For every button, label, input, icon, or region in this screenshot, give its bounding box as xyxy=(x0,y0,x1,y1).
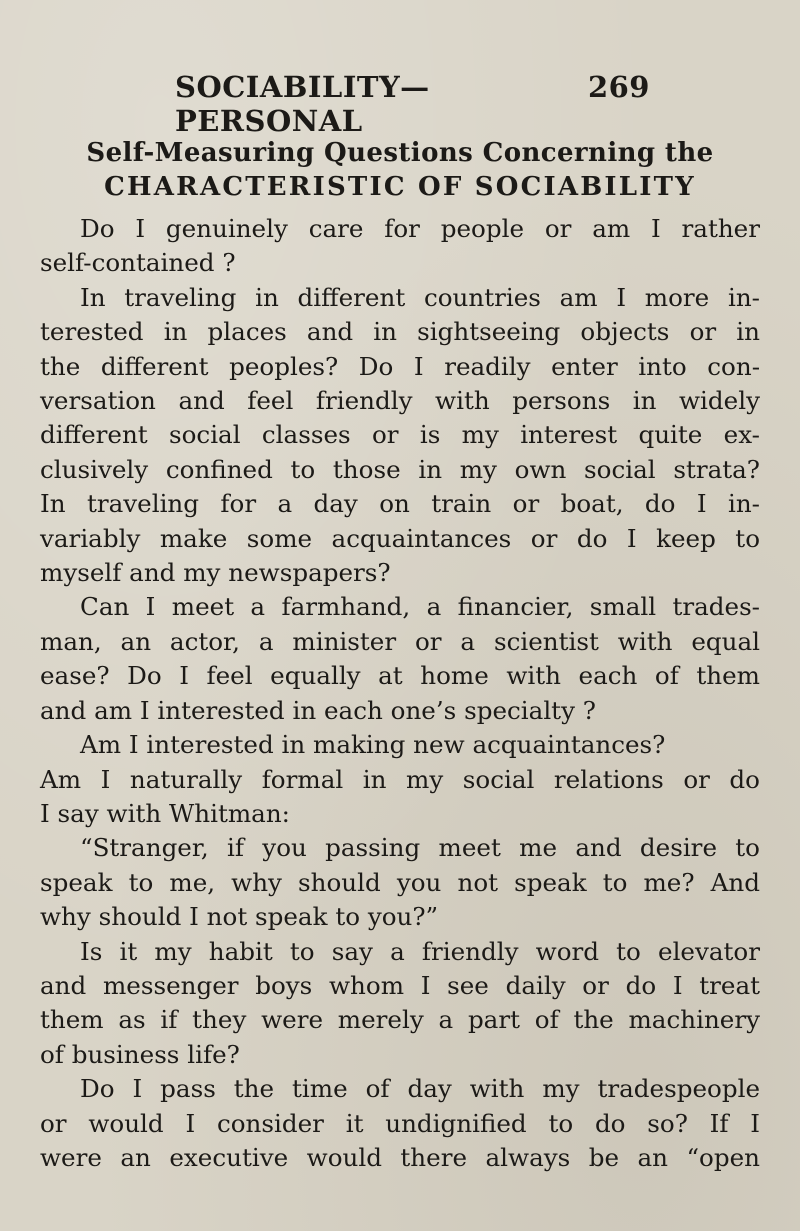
text-line: why should I not speak to you?” xyxy=(40,902,439,932)
text-line: I say with Whitman: xyxy=(40,798,290,828)
text-line: ease? Do I feel equally at home with each of them xyxy=(40,661,760,691)
text-line: terested in places and in sightseeing objects or in xyxy=(40,317,760,347)
paragraph-equal-ease xyxy=(40,590,760,728)
running-title: SOCIABILITY—PERSONAL xyxy=(175,70,430,138)
running-header xyxy=(175,70,650,138)
text-line: speak to me, why should you not speak to me? And xyxy=(40,867,760,897)
page-number: 269 xyxy=(587,70,650,104)
text-line: or would I consider it undignified to do so? If I xyxy=(40,1108,760,1138)
text-line: versation and feel friendly with persons in widely xyxy=(40,386,760,416)
whitman-quotation xyxy=(40,831,760,934)
text-line: of business life? xyxy=(40,1039,240,1069)
paragraph-traveling xyxy=(40,281,760,591)
text-line: In traveling for a day on train or boat, do I in- xyxy=(40,489,760,519)
text-line: and messenger boys whom I see daily or do I treat xyxy=(40,970,760,1000)
paragraph-genuine-care xyxy=(40,212,760,281)
text-line: were an executive would there always be an “open xyxy=(40,1142,760,1172)
paragraph-tradespeople xyxy=(40,1072,760,1175)
text-line: Am I interested in making new acquaintances? xyxy=(80,730,666,760)
text-line: and am I interested in each one’s specialty ? xyxy=(40,695,596,725)
text-line: myself and my newspapers? xyxy=(40,558,391,588)
text-line: Is it my habit to say a friendly word to elevator xyxy=(80,936,760,966)
text-line: them as if they were merely a part of the machinery xyxy=(40,1005,760,1035)
paragraph-acquaintances xyxy=(40,728,760,831)
text-line: man, an actor, a minister or a scientist with equal xyxy=(40,626,760,656)
text-line: different social classes or is my interest quite ex- xyxy=(40,420,760,450)
text-line: Do I genuinely care for people or am I rather xyxy=(80,214,760,243)
text-line: Do I pass the time of day with my tradespeople xyxy=(80,1074,760,1104)
text-line: “Stranger, if you passing meet me and desire to xyxy=(80,833,760,863)
text-line: Can I meet a farmhand, a financier, small trades- xyxy=(80,592,760,622)
page-body xyxy=(40,136,760,1175)
text-line: the different peoples? Do I readily enter into con- xyxy=(40,351,760,381)
text-line: In traveling in different countries am I more in- xyxy=(80,282,760,312)
text-line: Am I naturally formal in my social relations or do xyxy=(40,764,760,794)
paragraph-friendly-word xyxy=(40,935,760,1073)
text-line: clusively confined to those in my own social strata? xyxy=(40,454,760,484)
section-title-line-2: CHARACTERISTIC OF SOCIABILITY xyxy=(104,172,696,202)
section-title-line-1: Self-Measuring Questions Concerning the xyxy=(86,138,714,168)
text-line: variably make some acquaintances or do I keep to xyxy=(40,523,760,553)
text-line: self-contained ? xyxy=(40,248,236,278)
